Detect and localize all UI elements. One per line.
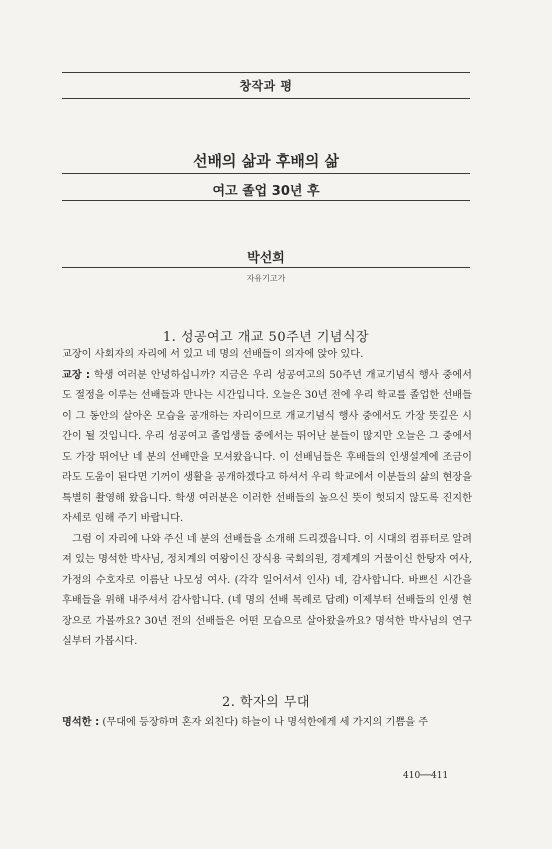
section-body <box>62 713 472 734</box>
paragraph-text: 학생 여러분 안녕하십니까? 지금은 우리 성공여고의 50주년 개교기념식 행사 중에서도 절정을 이루는 선배들과 만나는 시간입니다. 오늘은 30년 전에 우리 학교를 졸업한 선배들이 그 동안의 살아온 모습을 공개하는 자리이므로 개교기념식 행사 중에서도 가장 뜻깊은 시간이 될 것입니다. 우리 성공여고 졸업생들 중에서는 뛰어난 분들이 많지만 오늘은 그 중에서도 가장 뛰어난 네 분의 선배만을 모셔왔읍니다. 이 선배님들은 후배들의 인생설계에 조금이라도 도움이 된다면 기꺼이 생활을 공개하겠다고 하셔서 우리 학교에서 이분들의 삶의 현장을 특별히 촬영해 왔읍니다. 학생 여러분은 이러한 선배들의 높으신 뜻이 헛되지 않도록 진지한 자세로 임해 주기 바랍니다. <box>62 369 472 524</box>
page-number: 410──411 <box>403 771 449 781</box>
paragraph-text: 그럼 이 자리에 나와 주신 네 분의 선배들을 소개해 드리겠읍니다. 이 시대의 컴퓨터로 알려져 있는 명석한 박사님, 정치계의 여왕이신 장식용 국회의원, 경제계의 거물이신 한탕자 여사, 가정의 수호자로 이름난 나모성 여사. (각각 일어서서 인사) 네, 감사합니다. 바쁘신 시간을 후배들을 위해 내주셔서 감사합니다. (네 명의 선배 목례로 답례) 이제부터 선배들의 인생 현장으로 가볼까요? 30년 전의 선배들은 어떤 모습으로 살아왔을까요? 명석한 박사님의 연구실부터 가봅시다. <box>62 533 472 647</box>
subtitle-rule <box>62 200 470 201</box>
running-header: 창작과 평 <box>239 79 293 93</box>
speaker-label: 교장 : <box>62 369 90 381</box>
paragraph <box>62 713 472 734</box>
author-rule <box>62 267 470 268</box>
paragraph <box>62 366 472 530</box>
header-bottom-rule <box>62 98 470 99</box>
author-name: 박선희 <box>247 251 285 266</box>
header-top-rule <box>62 72 470 73</box>
title-rule <box>62 173 470 174</box>
page-title: 선배의 삶과 후배의 삶 <box>192 152 340 170</box>
section-body <box>62 345 472 653</box>
speaker-label: 명석한 : <box>62 717 100 728</box>
author-role: 자유기고가 <box>246 274 286 283</box>
section-heading: 1. 성공여고 개교 50주년 기념식장 <box>162 330 370 345</box>
page-subtitle: 여고 졸업 30년 후 <box>212 184 320 199</box>
paragraph-text: (무대에 등장하며 혼자 외친다) 하늘이 나 명석한에게 세 가지의 기쁨을 주 <box>99 717 429 728</box>
paragraph <box>62 345 472 366</box>
paragraph-text: 교장이 사회자의 자리에 서 있고 네 명의 선배들이 의자에 앉아 있다. <box>62 349 364 360</box>
paragraph <box>62 530 472 653</box>
section-heading: 2. 학자의 무대 <box>222 695 310 710</box>
